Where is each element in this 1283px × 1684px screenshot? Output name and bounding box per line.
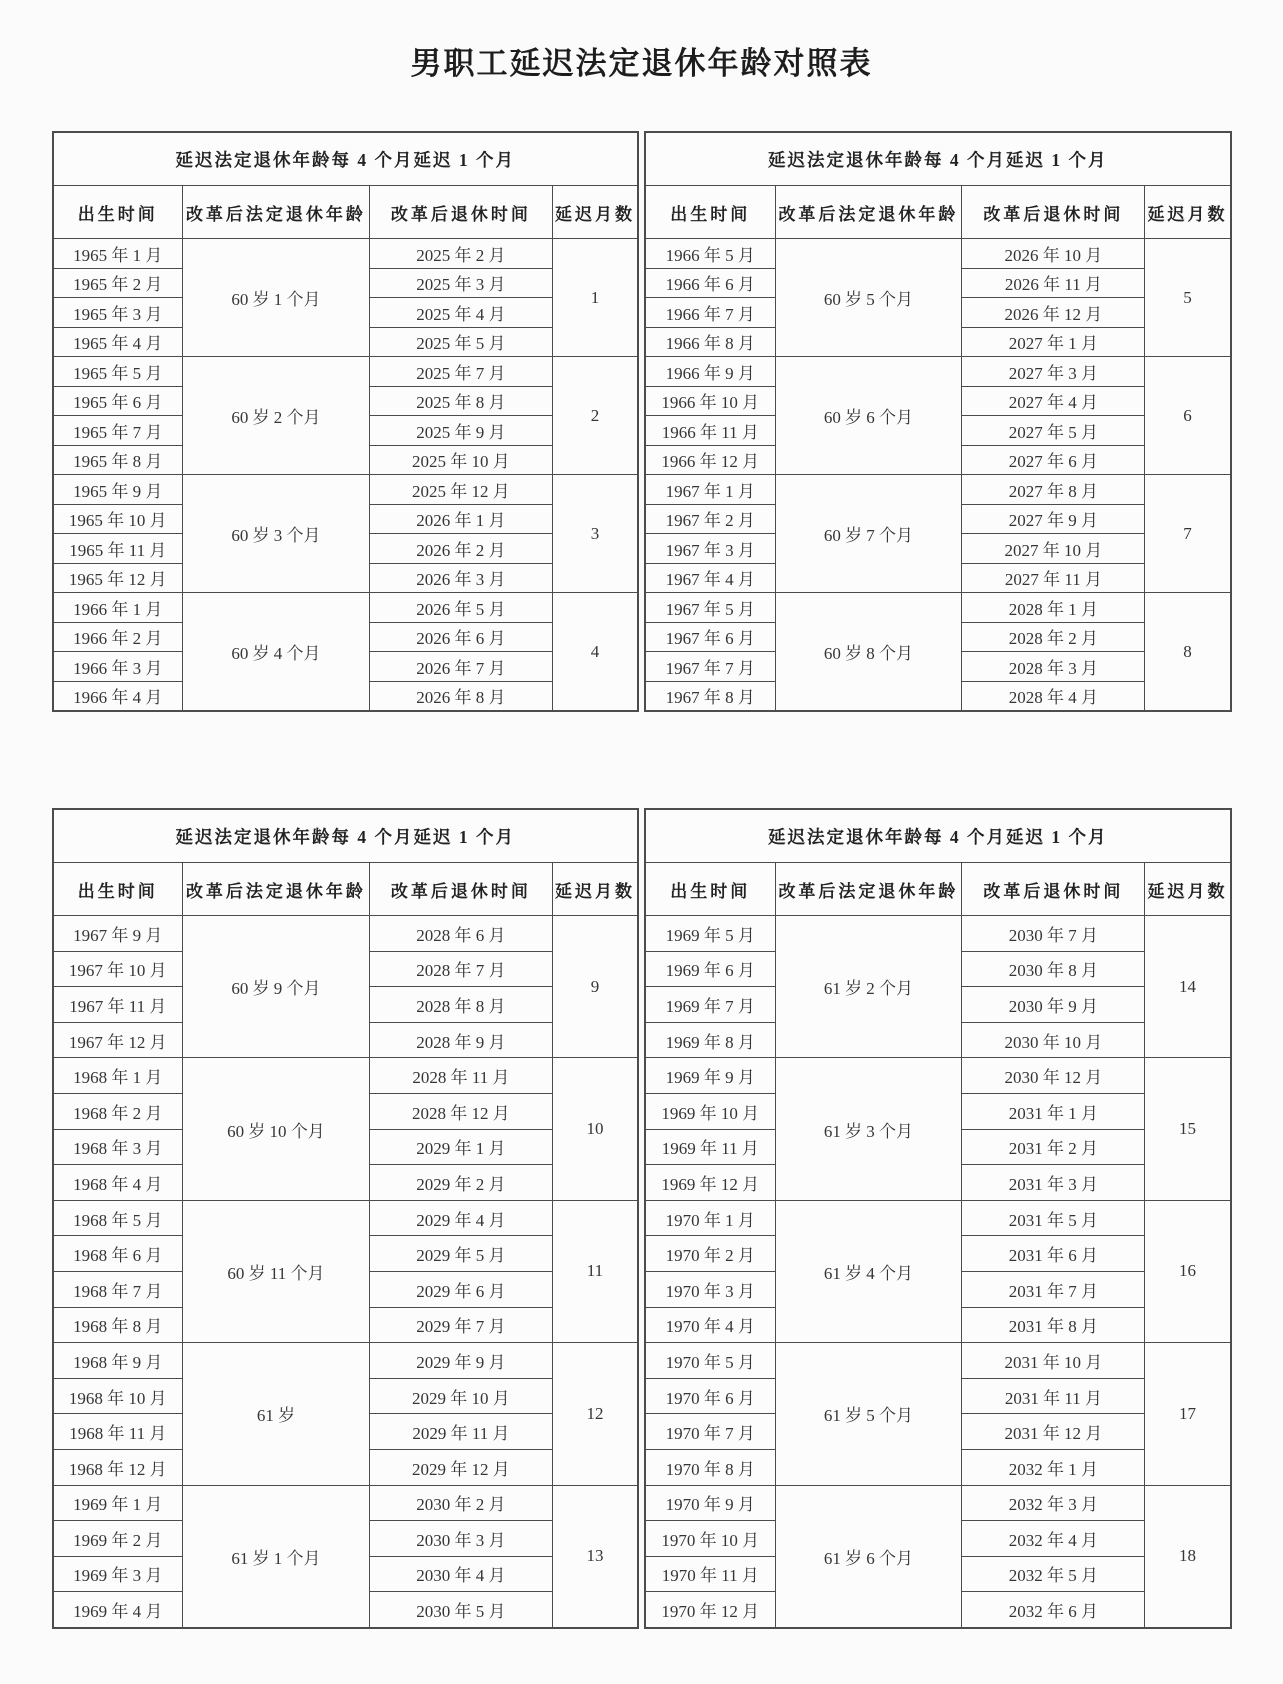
column-header-3: 改革后退休时间: [369, 186, 552, 239]
retirement-cell: 2032 年 1 月: [962, 1449, 1145, 1485]
retirement-table-1-left: [52, 131, 640, 712]
birth-cell: 1966 年 8 月: [645, 327, 775, 357]
retirement-cell: 2027 年 8 月: [962, 475, 1145, 505]
table-row: [53, 475, 639, 505]
delay-cell: 14: [1145, 916, 1231, 1058]
birth-cell: 1968 年 10 月: [53, 1378, 183, 1414]
table-row: [53, 239, 639, 269]
table-row: [53, 357, 639, 387]
age-cell: 61 岁 2 个月: [775, 916, 962, 1058]
birth-cell: 1967 年 1 月: [645, 475, 775, 505]
retirement-cell: 2029 年 11 月: [369, 1414, 552, 1450]
delay-cell: 11: [552, 1200, 638, 1342]
birth-cell: 1967 年 3 月: [645, 534, 775, 564]
age-cell: 60 岁 1 个月: [183, 239, 370, 357]
column-header-1: 出生时间: [53, 863, 183, 916]
table-row: [53, 1485, 639, 1521]
birth-cell: 1966 年 7 月: [645, 298, 775, 328]
birth-cell: 1967 年 6 月: [645, 622, 775, 652]
retirement-cell: 2025 年 5 月: [369, 327, 552, 357]
age-cell: 60 岁 2 个月: [183, 357, 370, 475]
retirement-cell: 2026 年 2 月: [369, 534, 552, 564]
retirement-cell: 2032 年 5 月: [962, 1556, 1145, 1592]
table-row: [645, 1200, 1231, 1236]
age-cell: 60 岁 5 个月: [775, 239, 962, 357]
birth-cell: 1968 年 9 月: [53, 1343, 183, 1379]
delay-cell: 18: [1145, 1485, 1231, 1628]
birth-cell: 1965 年 11 月: [53, 534, 183, 564]
birth-cell: 1969 年 9 月: [645, 1058, 775, 1094]
retirement-cell: 2025 年 3 月: [369, 268, 552, 298]
birth-cell: 1966 年 3 月: [53, 652, 183, 682]
retirement-cell: 2031 年 6 月: [962, 1236, 1145, 1272]
birth-cell: 1969 年 5 月: [645, 916, 775, 952]
birth-cell: 1966 年 6 月: [645, 268, 775, 298]
delay-cell: 2: [552, 357, 638, 475]
age-cell: 61 岁 1 个月: [183, 1485, 370, 1628]
retirement-cell: 2028 年 11 月: [369, 1058, 552, 1094]
retirement-cell: 2030 年 10 月: [962, 1022, 1145, 1058]
birth-cell: 1965 年 9 月: [53, 475, 183, 505]
age-cell: 61 岁 4 个月: [775, 1200, 962, 1342]
column-header-2: 改革后法定退休年龄: [183, 186, 370, 239]
table-row: [645, 916, 1231, 952]
table-row: [53, 1343, 639, 1379]
table-row: [645, 357, 1231, 387]
retirement-cell: 2025 年 7 月: [369, 357, 552, 387]
birth-cell: 1968 年 6 月: [53, 1236, 183, 1272]
birth-cell: 1966 年 5 月: [645, 239, 775, 269]
birth-cell: 1965 年 6 月: [53, 386, 183, 416]
retirement-cell: 2028 年 9 月: [369, 1022, 552, 1058]
birth-cell: 1967 年 2 月: [645, 504, 775, 534]
retirement-cell: 2027 年 3 月: [962, 357, 1145, 387]
retirement-cell: 2030 年 8 月: [962, 951, 1145, 987]
birth-cell: 1965 年 12 月: [53, 563, 183, 593]
birth-cell: 1967 年 8 月: [645, 681, 775, 711]
delay-cell: 7: [1145, 475, 1231, 593]
table-row: [645, 239, 1231, 269]
birth-cell: 1970 年 9 月: [645, 1485, 775, 1521]
birth-cell: 1967 年 5 月: [645, 593, 775, 623]
birth-cell: 1967 年 9 月: [53, 916, 183, 952]
birth-cell: 1970 年 1 月: [645, 1200, 775, 1236]
birth-cell: 1970 年 5 月: [645, 1343, 775, 1379]
retirement-cell: 2028 年 3 月: [962, 652, 1145, 682]
column-header-1: 出生时间: [53, 186, 183, 239]
birth-cell: 1969 年 11 月: [645, 1129, 775, 1165]
retirement-cell: 2028 年 2 月: [962, 622, 1145, 652]
birth-cell: 1969 年 8 月: [645, 1022, 775, 1058]
retirement-cell: 2030 年 4 月: [369, 1556, 552, 1592]
delay-cell: 17: [1145, 1343, 1231, 1485]
delay-cell: 8: [1145, 593, 1231, 712]
column-header-4: 延迟月数: [1145, 863, 1231, 916]
table-row: [53, 916, 639, 952]
table-row: [645, 593, 1231, 623]
birth-cell: 1965 年 10 月: [53, 504, 183, 534]
table-row: [53, 593, 639, 623]
column-header-4: 延迟月数: [1145, 186, 1231, 239]
age-cell: 60 岁 9 个月: [183, 916, 370, 1058]
retirement-cell: 2029 年 5 月: [369, 1236, 552, 1272]
retirement-cell: 2032 年 6 月: [962, 1592, 1145, 1628]
retirement-cell: 2031 年 7 月: [962, 1271, 1145, 1307]
age-cell: 60 岁 11 个月: [183, 1200, 370, 1342]
retirement-cell: 2030 年 9 月: [962, 987, 1145, 1023]
retirement-cell: 2026 年 11 月: [962, 268, 1145, 298]
birth-cell: 1965 年 8 月: [53, 445, 183, 475]
table-row: [645, 1485, 1231, 1521]
retirement-cell: 2025 年 2 月: [369, 239, 552, 269]
retirement-cell: 2025 年 9 月: [369, 416, 552, 446]
column-header-1: 出生时间: [645, 863, 775, 916]
delay-cell: 4: [552, 593, 638, 712]
retirement-cell: 2030 年 12 月: [962, 1058, 1145, 1094]
birth-cell: 1968 年 4 月: [53, 1165, 183, 1201]
retirement-cell: 2031 年 1 月: [962, 1093, 1145, 1129]
retirement-cell: 2028 年 4 月: [962, 681, 1145, 711]
birth-cell: 1970 年 12 月: [645, 1592, 775, 1628]
delay-cell: 15: [1145, 1058, 1231, 1200]
column-header-2: 改革后法定退休年龄: [775, 186, 962, 239]
birth-cell: 1970 年 7 月: [645, 1414, 775, 1450]
retirement-cell: 2026 年 10 月: [962, 239, 1145, 269]
birth-cell: 1968 年 2 月: [53, 1093, 183, 1129]
table-block-2: [52, 808, 1232, 1629]
retirement-cell: 2030 年 5 月: [369, 1592, 552, 1628]
retirement-cell: 2029 年 4 月: [369, 1200, 552, 1236]
table-row: [645, 475, 1231, 505]
birth-cell: 1967 年 11 月: [53, 987, 183, 1023]
retirement-cell: 2026 年 5 月: [369, 593, 552, 623]
page-title: 男职工延迟法定退休年龄对照表: [410, 46, 873, 81]
table-banner: 延迟法定退休年龄每 4 个月延迟 1 个月: [645, 809, 1231, 863]
birth-cell: 1967 年 12 月: [53, 1022, 183, 1058]
table-block-1: [52, 131, 1232, 712]
delay-cell: 10: [552, 1058, 638, 1200]
retirement-cell: 2028 年 8 月: [369, 987, 552, 1023]
retirement-cell: 2032 年 3 月: [962, 1485, 1145, 1521]
age-cell: 61 岁 5 个月: [775, 1343, 962, 1485]
retirement-cell: 2026 年 3 月: [369, 563, 552, 593]
age-cell: 60 岁 10 个月: [183, 1058, 370, 1200]
birth-cell: 1968 年 8 月: [53, 1307, 183, 1343]
birth-cell: 1966 年 1 月: [53, 593, 183, 623]
retirement-cell: 2031 年 3 月: [962, 1165, 1145, 1201]
retirement-cell: 2027 年 11 月: [962, 563, 1145, 593]
retirement-cell: 2028 年 12 月: [369, 1093, 552, 1129]
retirement-cell: 2029 年 7 月: [369, 1307, 552, 1343]
birth-cell: 1970 年 8 月: [645, 1449, 775, 1485]
birth-cell: 1970 年 6 月: [645, 1378, 775, 1414]
table-row: [645, 1058, 1231, 1094]
retirement-cell: 2025 年 8 月: [369, 386, 552, 416]
retirement-cell: 2025 年 10 月: [369, 445, 552, 475]
column-header-3: 改革后退休时间: [962, 186, 1145, 239]
retirement-cell: 2026 年 8 月: [369, 681, 552, 711]
birth-cell: 1970 年 2 月: [645, 1236, 775, 1272]
retirement-cell: 2029 年 2 月: [369, 1165, 552, 1201]
retirement-cell: 2031 年 11 月: [962, 1378, 1145, 1414]
retirement-cell: 2031 年 12 月: [962, 1414, 1145, 1450]
birth-cell: 1966 年 10 月: [645, 386, 775, 416]
retirement-cell: 2031 年 10 月: [962, 1343, 1145, 1379]
birth-cell: 1970 年 11 月: [645, 1556, 775, 1592]
birth-cell: 1969 年 12 月: [645, 1165, 775, 1201]
delay-cell: 3: [552, 475, 638, 593]
birth-cell: 1965 年 7 月: [53, 416, 183, 446]
age-cell: 60 岁 4 个月: [183, 593, 370, 712]
retirement-cell: 2027 年 4 月: [962, 386, 1145, 416]
age-cell: 61 岁 3 个月: [775, 1058, 962, 1200]
retirement-cell: 2026 年 12 月: [962, 298, 1145, 328]
document: [52, 0, 1232, 1659]
retirement-cell: 2027 年 6 月: [962, 445, 1145, 475]
delay-cell: 6: [1145, 357, 1231, 475]
retirement-cell: 2026 年 1 月: [369, 504, 552, 534]
retirement-cell: 2028 年 7 月: [369, 951, 552, 987]
birth-cell: 1969 年 7 月: [645, 987, 775, 1023]
birth-cell: 1968 年 3 月: [53, 1129, 183, 1165]
age-cell: 60 岁 3 个月: [183, 475, 370, 593]
retirement-cell: 2026 年 6 月: [369, 622, 552, 652]
birth-cell: 1969 年 3 月: [53, 1556, 183, 1592]
column-header-2: 改革后法定退休年龄: [183, 863, 370, 916]
retirement-cell: 2031 年 5 月: [962, 1200, 1145, 1236]
age-cell: 61 岁 6 个月: [775, 1485, 962, 1628]
column-header-3: 改革后退休时间: [962, 863, 1145, 916]
birth-cell: 1970 年 4 月: [645, 1307, 775, 1343]
column-header-1: 出生时间: [645, 186, 775, 239]
column-header-3: 改革后退休时间: [369, 863, 552, 916]
birth-cell: 1968 年 12 月: [53, 1449, 183, 1485]
retirement-cell: 2026 年 7 月: [369, 652, 552, 682]
retirement-cell: 2028 年 6 月: [369, 916, 552, 952]
delay-cell: 12: [552, 1343, 638, 1485]
age-cell: 60 岁 7 个月: [775, 475, 962, 593]
retirement-cell: 2025 年 4 月: [369, 298, 552, 328]
birth-cell: 1966 年 12 月: [645, 445, 775, 475]
delay-cell: 1: [552, 239, 638, 357]
retirement-cell: 2027 年 1 月: [962, 327, 1145, 357]
retirement-cell: 2029 年 9 月: [369, 1343, 552, 1379]
table-banner: 延迟法定退休年龄每 4 个月延迟 1 个月: [53, 809, 639, 863]
retirement-cell: 2031 年 2 月: [962, 1129, 1145, 1165]
birth-cell: 1969 年 4 月: [53, 1592, 183, 1628]
retirement-cell: 2029 年 6 月: [369, 1271, 552, 1307]
table-row: [645, 1343, 1231, 1379]
retirement-table-2-left: [52, 808, 640, 1629]
retirement-cell: 2029 年 10 月: [369, 1378, 552, 1414]
birth-cell: 1965 年 4 月: [53, 327, 183, 357]
delay-cell: 9: [552, 916, 638, 1058]
birth-cell: 1969 年 10 月: [645, 1093, 775, 1129]
table-banner: 延迟法定退休年龄每 4 个月延迟 1 个月: [645, 132, 1231, 186]
column-header-2: 改革后法定退休年龄: [775, 863, 962, 916]
retirement-cell: 2031 年 8 月: [962, 1307, 1145, 1343]
birth-cell: 1966 年 11 月: [645, 416, 775, 446]
age-cell: 60 岁 6 个月: [775, 357, 962, 475]
delay-cell: 13: [552, 1485, 638, 1628]
retirement-cell: 2030 年 2 月: [369, 1485, 552, 1521]
retirement-cell: 2030 年 7 月: [962, 916, 1145, 952]
birth-cell: 1965 年 3 月: [53, 298, 183, 328]
age-cell: 60 岁 8 个月: [775, 593, 962, 712]
column-header-4: 延迟月数: [552, 863, 638, 916]
retirement-cell: 2025 年 12 月: [369, 475, 552, 505]
age-cell: 61 岁: [183, 1343, 370, 1485]
birth-cell: 1966 年 4 月: [53, 681, 183, 711]
column-header-4: 延迟月数: [552, 186, 638, 239]
birth-cell: 1969 年 1 月: [53, 1485, 183, 1521]
retirement-cell: 2032 年 4 月: [962, 1521, 1145, 1557]
table-banner: 延迟法定退休年龄每 4 个月延迟 1 个月: [53, 132, 639, 186]
birth-cell: 1965 年 5 月: [53, 357, 183, 387]
birth-cell: 1968 年 11 月: [53, 1414, 183, 1450]
birth-cell: 1967 年 7 月: [645, 652, 775, 682]
birth-cell: 1965 年 1 月: [53, 239, 183, 269]
birth-cell: 1967 年 10 月: [53, 951, 183, 987]
table-row: [53, 1058, 639, 1094]
birth-cell: 1970 年 10 月: [645, 1521, 775, 1557]
retirement-cell: 2027 年 10 月: [962, 534, 1145, 564]
birth-cell: 1968 年 7 月: [53, 1271, 183, 1307]
birth-cell: 1969 年 2 月: [53, 1521, 183, 1557]
retirement-cell: 2027 年 5 月: [962, 416, 1145, 446]
retirement-table-1-right: [644, 131, 1232, 712]
birth-cell: 1970 年 3 月: [645, 1271, 775, 1307]
birth-cell: 1969 年 6 月: [645, 951, 775, 987]
table-row: [53, 1200, 639, 1236]
birth-cell: 1965 年 2 月: [53, 268, 183, 298]
retirement-cell: 2030 年 3 月: [369, 1521, 552, 1557]
delay-cell: 5: [1145, 239, 1231, 357]
birth-cell: 1968 年 5 月: [53, 1200, 183, 1236]
delay-cell: 16: [1145, 1200, 1231, 1342]
birth-cell: 1967 年 4 月: [645, 563, 775, 593]
retirement-cell: 2028 年 1 月: [962, 593, 1145, 623]
retirement-table-2-right: [644, 808, 1232, 1629]
retirement-cell: 2027 年 9 月: [962, 504, 1145, 534]
retirement-cell: 2029 年 12 月: [369, 1449, 552, 1485]
birth-cell: 1966 年 2 月: [53, 622, 183, 652]
birth-cell: 1968 年 1 月: [53, 1058, 183, 1094]
birth-cell: 1966 年 9 月: [645, 357, 775, 387]
retirement-cell: 2029 年 1 月: [369, 1129, 552, 1165]
